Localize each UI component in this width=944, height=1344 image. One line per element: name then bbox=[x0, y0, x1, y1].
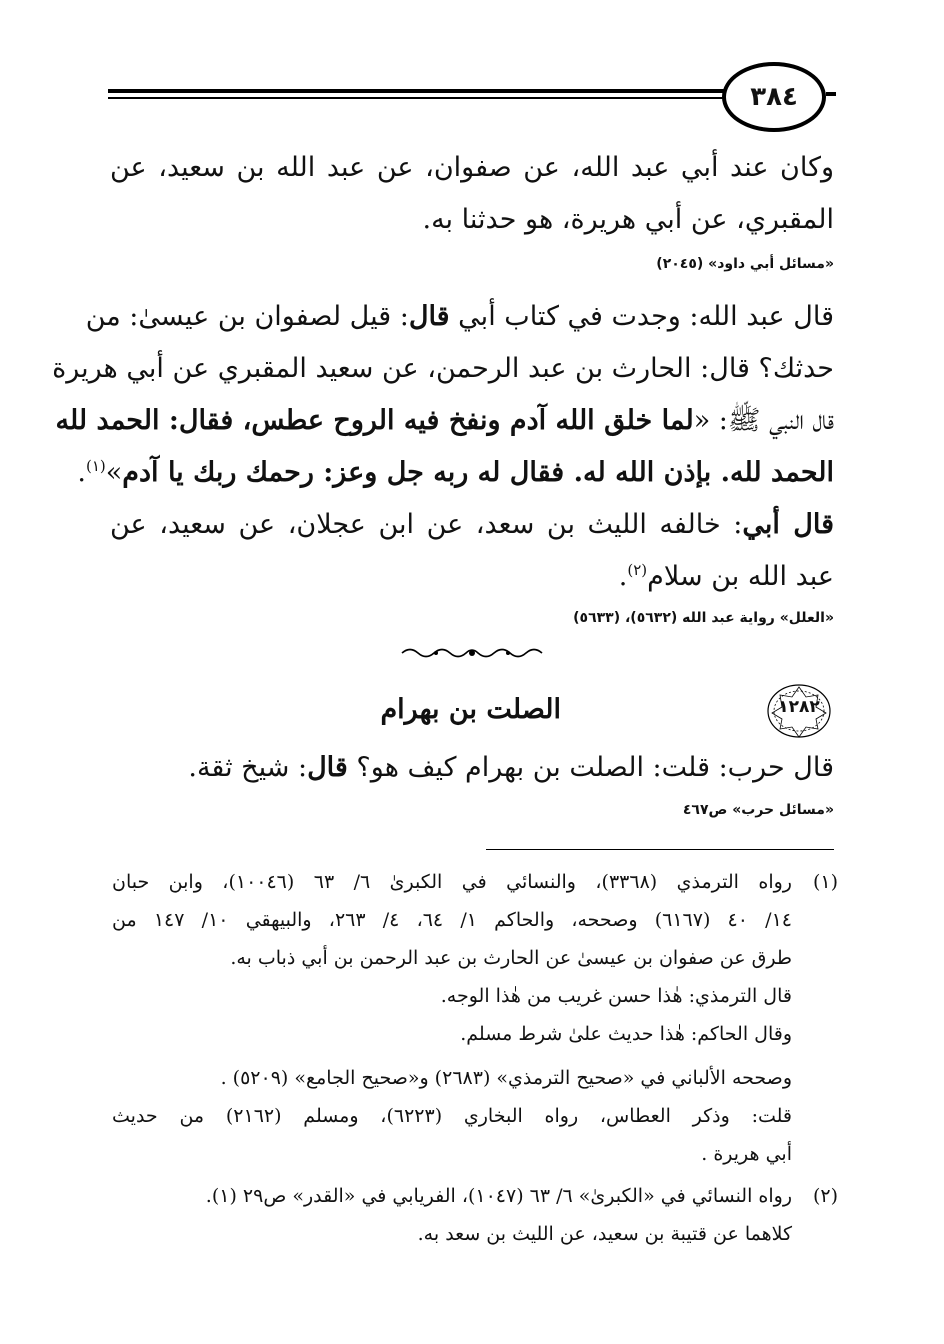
page-number: ٣٨٤ bbox=[722, 62, 826, 132]
entry-number: ١٢٨٢ bbox=[778, 697, 820, 717]
body-line: قال أبي: خالفه الليث بن سعد، عن ابن عجلان، عن سعيد، عن bbox=[110, 509, 834, 540]
ornament-divider bbox=[400, 644, 544, 662]
footnote-line: رواه الترمذي (٣٣٦٨)، والنسائي في الكبرىٰ ٦/ ٦٣ (١٠٠٤٦)، وابن حبان bbox=[112, 871, 792, 893]
body-line: عبد الله بن سلام$^{(٢)}$. bbox=[618, 561, 834, 592]
footnote-line: رواه النسائي في «الكبرىٰ» ٦/ ٦٣ (١٠٤٧)، الفريابي في «القدر» ص٢٩ (١). bbox=[205, 1185, 792, 1207]
source-citation: «مسائل أبي داود» (٢٠٤٥) bbox=[656, 256, 834, 272]
header-rule-top bbox=[108, 89, 724, 93]
body-line: حدثك؟ قال: الحارث بن عبد الرحمن، عن سعيد المقبري عن أبي هريرة bbox=[52, 353, 834, 384]
footnote-ref: (٢) bbox=[627, 561, 648, 579]
body-line: قال النبي ﷺ: «لما خلق الله آدم ونفخ فيه الروح عطس، فقال: الحمد لله bbox=[55, 405, 834, 436]
body-line: الحمد لله. بإذن الله له. فقال له ربه جل وعز: رحمك ربك يا آدم»$^{(١)}$. bbox=[77, 457, 834, 488]
hadith-text: الحمد لله. بإذن الله له. فقال له ربه جل وعز: رحمك ربك يا آدم bbox=[122, 457, 834, 488]
source-citation: «مسائل حرب» ص٤٦٧ bbox=[682, 802, 834, 818]
footnote-number: (١) bbox=[812, 871, 838, 893]
entry-heading: الصلت بن بهرام bbox=[380, 694, 561, 725]
footnote-line: قال الترمذي: هٰذا حسن غريب من هٰذا الوجه. bbox=[440, 985, 792, 1007]
body-line: المقبري، عن أبي هريرة، هو حدثنا به. bbox=[422, 204, 834, 235]
footnote-line: أبي هريرة . bbox=[701, 1143, 792, 1165]
hadith-text: لما خلق الله آدم ونفخ فيه الروح عطس، فقال: الحمد لله bbox=[55, 405, 694, 436]
body-line: قال عبد الله: وجدت في كتاب أبي قال: قيل لصفوان بن عيسىٰ: من bbox=[85, 301, 834, 332]
header-rule-tail bbox=[826, 92, 836, 96]
footnote-line: طرق عن صفوان بن عيسىٰ عن الحارث بن عبد الرحمن بن أبي ذباب به. bbox=[230, 947, 792, 969]
body-line: قال حرب: قلت: الصلت بن بهرام كيف هو؟ قال: شيخ ثقة. bbox=[188, 752, 834, 783]
header-rule-bottom bbox=[108, 97, 724, 99]
footnote-divider bbox=[486, 849, 834, 850]
footnote-ref: (١) bbox=[85, 457, 106, 475]
source-citation: «العلل» رواية عبد الله (٥٦٣٢)، (٥٦٣٣) bbox=[573, 610, 834, 626]
footnote-line: كلاهما عن قتيبة بن سعيد، عن الليث بن سعد به. bbox=[417, 1223, 792, 1245]
footnote-line: وصححه الألباني في «صحيح الترمذي» (٢٦٨٣) و«صحيح الجامع» (٥٢٠٩) . bbox=[220, 1067, 792, 1089]
body-line: وكان عند أبي عبد الله، عن صفوان، عن عبد الله بن سعيد، عن bbox=[110, 152, 834, 183]
footnote-line: ١٤/ ٤٠ (٦١٦٧) وصححه، والحاكم ١/ ٦٤، ٤/ ٢٦٣، والبيهقي ١٠/ ١٤٧ من bbox=[112, 909, 792, 931]
footnote-line: قلت: وذكر العطاس، رواه البخاري (٦٢٢٣)، ومسلم (٢١٦٢) من حديث bbox=[112, 1105, 792, 1127]
footnote-number: (٢) bbox=[812, 1185, 838, 1207]
footnote-line: وقال الحاكم: هٰذا حديث علىٰ شرط مسلم. bbox=[460, 1023, 792, 1045]
